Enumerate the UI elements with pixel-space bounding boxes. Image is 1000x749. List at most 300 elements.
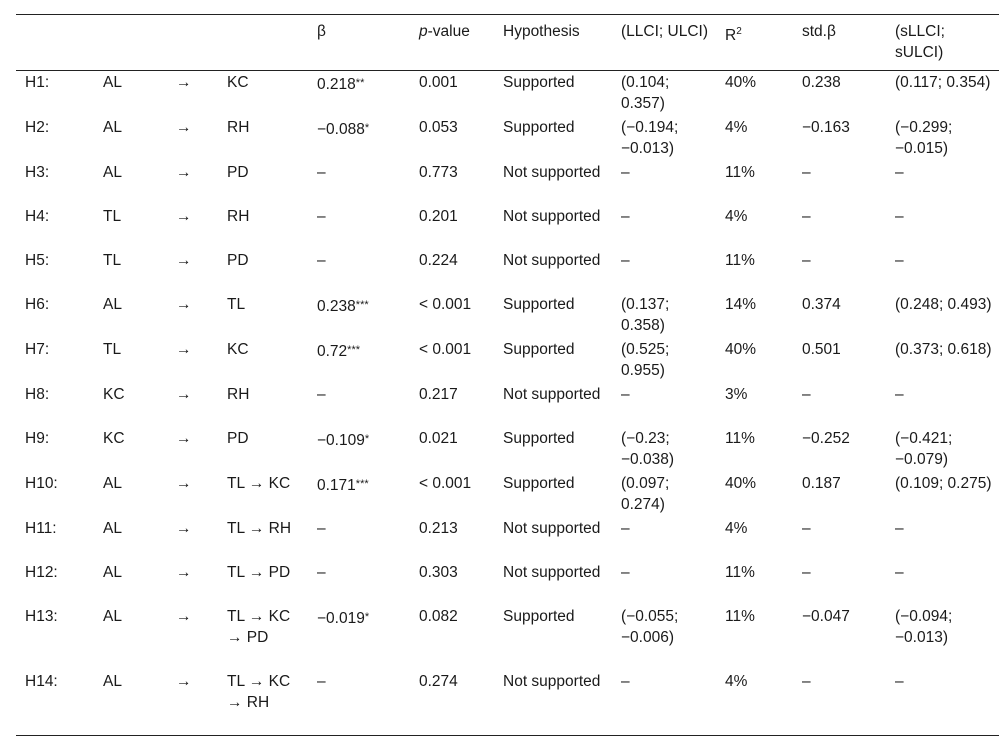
row-r2 [716, 472, 793, 517]
row-beta-text: – [317, 564, 326, 581]
row-from-text: AL [103, 673, 122, 690]
hypothesis-results-table [16, 14, 999, 736]
row-id [16, 561, 94, 605]
row-sci-text: – [895, 208, 904, 225]
row-to [218, 293, 308, 338]
row-to [218, 670, 308, 736]
row-ci [612, 383, 716, 427]
row-from-text: AL [103, 74, 122, 91]
row-ci-text: – [621, 208, 630, 225]
row-hypothesis-text: Supported [503, 475, 575, 492]
significance-stars: *** [347, 344, 361, 356]
row-ci-text: (0.137; 0.358) [621, 296, 670, 334]
row-arrow-icon [167, 517, 218, 561]
row-hypothesis-text: Not supported [503, 164, 601, 181]
row-id-text: H13: [25, 608, 58, 625]
row-sci [886, 605, 999, 670]
row-pvalue [410, 161, 494, 205]
row-id [16, 116, 94, 161]
row-std-beta-text: – [802, 164, 811, 181]
table-row [16, 205, 999, 249]
row-r2 [716, 670, 793, 736]
table-row [16, 517, 999, 561]
row-sci-text: (0.117; 0.354) [895, 74, 991, 91]
row-hypothesis-text: Supported [503, 608, 575, 625]
row-from-text: AL [103, 475, 122, 492]
row-hypothesis [494, 472, 612, 517]
row-sci [886, 472, 999, 517]
row-arrow-icon [167, 670, 218, 736]
row-pvalue [410, 249, 494, 293]
row-beta-text: 0.171 [317, 477, 356, 494]
header-pvalue-rest: -value [427, 23, 470, 40]
row-ci [612, 71, 716, 117]
row-pvalue [410, 71, 494, 117]
row-hypothesis [494, 161, 612, 205]
row-from [94, 205, 167, 249]
hypothesis-table-container [16, 14, 999, 736]
row-r2-text: 3% [725, 386, 748, 403]
row-std-beta [793, 71, 886, 117]
header-r2-sup: 2 [736, 26, 742, 37]
row-r2-text: 4% [725, 520, 748, 537]
row-std-beta [793, 561, 886, 605]
row-arrow-icon-text: → [176, 673, 192, 690]
row-r2-text: 11% [725, 564, 755, 581]
row-beta [308, 205, 410, 249]
row-hypothesis [494, 670, 612, 736]
row-hypothesis [494, 249, 612, 293]
row-beta [308, 249, 410, 293]
row-std-beta [793, 116, 886, 161]
row-from [94, 249, 167, 293]
row-ci-text: – [621, 386, 630, 403]
table-row [16, 161, 999, 205]
row-from-text: TL [103, 252, 122, 269]
header-from [94, 15, 167, 71]
row-id-text: H12: [25, 564, 58, 581]
row-beta-text: 0.72 [317, 343, 348, 360]
row-r2 [716, 517, 793, 561]
table-row [16, 116, 999, 161]
row-r2 [716, 561, 793, 605]
row-ci [612, 338, 716, 383]
row-r2 [716, 338, 793, 383]
row-std-beta-text: −0.047 [802, 608, 850, 625]
row-to-text: TL → PD [227, 564, 291, 581]
row-hypothesis [494, 383, 612, 427]
row-beta-text: – [317, 164, 326, 181]
row-to [218, 517, 308, 561]
row-id-text: H14: [25, 673, 58, 690]
row-hypothesis [494, 71, 612, 117]
row-arrow-icon [167, 383, 218, 427]
row-from [94, 383, 167, 427]
row-from-text: KC [103, 430, 125, 447]
row-pvalue-text: < 0.001 [419, 475, 472, 492]
row-ci [612, 517, 716, 561]
row-hypothesis [494, 338, 612, 383]
header-id [16, 15, 94, 71]
row-std-beta [793, 205, 886, 249]
row-sci [886, 116, 999, 161]
row-from [94, 517, 167, 561]
row-arrow-icon [167, 249, 218, 293]
row-to [218, 605, 308, 670]
significance-stars: ** [355, 77, 365, 89]
row-arrow-icon [167, 561, 218, 605]
row-sci-text: – [895, 386, 904, 403]
row-pvalue [410, 293, 494, 338]
row-ci [612, 161, 716, 205]
row-from-text: AL [103, 608, 122, 625]
significance-stars: *** [355, 478, 369, 490]
row-sci [886, 293, 999, 338]
row-hypothesis [494, 293, 612, 338]
row-r2-text: 14% [725, 296, 757, 313]
row-to [218, 383, 308, 427]
row-std-beta-text: 0.501 [802, 341, 841, 358]
row-r2-text: 4% [725, 673, 748, 690]
row-r2-text: 40% [725, 475, 757, 492]
row-pvalue-text: 0.217 [419, 386, 458, 403]
header-pvalue [410, 15, 494, 71]
row-id [16, 338, 94, 383]
row-to-text: PD [227, 164, 249, 181]
row-std-beta-text: – [802, 673, 811, 690]
row-std-beta-text: −0.163 [802, 119, 850, 136]
row-id-text: H7: [25, 341, 50, 358]
row-sci [886, 205, 999, 249]
row-id-text: H4: [25, 208, 50, 225]
row-id-text: H11: [25, 520, 57, 537]
row-id [16, 249, 94, 293]
row-id [16, 293, 94, 338]
row-ci-text: (−0.23; −0.038) [621, 430, 675, 468]
row-ci [612, 605, 716, 670]
row-id [16, 670, 94, 736]
row-arrow-icon-text: → [176, 608, 192, 625]
row-ci-text: (−0.194; −0.013) [621, 119, 679, 157]
row-to-text: TL → KC → PD [227, 608, 291, 646]
row-beta-text: −0.019 [317, 610, 365, 627]
table-row [16, 472, 999, 517]
row-arrow-icon-text: → [176, 564, 192, 581]
row-sci-text: – [895, 564, 904, 581]
row-ci [612, 205, 716, 249]
row-id [16, 71, 94, 117]
row-id [16, 605, 94, 670]
row-hypothesis [494, 427, 612, 472]
row-id [16, 472, 94, 517]
row-arrow-icon-text: → [176, 386, 192, 403]
row-beta-text: – [317, 520, 326, 537]
row-pvalue-text: 0.201 [419, 208, 458, 225]
row-beta [308, 338, 410, 383]
header-hypothesis: Hypothesis [503, 23, 580, 40]
row-arrow-icon [167, 205, 218, 249]
row-id-text: H1: [25, 74, 50, 91]
row-hypothesis-text: Supported [503, 119, 575, 136]
row-hypothesis [494, 561, 612, 605]
row-sci-text: (−0.299; −0.015) [895, 119, 953, 157]
row-hypothesis-text: Supported [503, 74, 575, 91]
row-pvalue-text: 0.082 [419, 608, 458, 625]
row-to [218, 472, 308, 517]
row-r2-text: 4% [725, 208, 748, 225]
row-pvalue-text: 0.224 [419, 252, 458, 269]
row-std-beta [793, 293, 886, 338]
row-pvalue-text: < 0.001 [419, 341, 472, 358]
row-from-text: AL [103, 564, 122, 581]
row-id-text: H9: [25, 430, 50, 447]
row-to [218, 116, 308, 161]
row-sci [886, 517, 999, 561]
row-std-beta [793, 249, 886, 293]
row-std-beta [793, 670, 886, 736]
row-ci [612, 293, 716, 338]
row-hypothesis-text: Not supported [503, 520, 601, 537]
table-row [16, 71, 999, 117]
row-pvalue [410, 472, 494, 517]
row-to [218, 561, 308, 605]
row-from-text: TL [103, 208, 122, 225]
header-llci-ulci: (LLCI; ULCI) [621, 23, 708, 40]
row-beta-text: – [317, 386, 326, 403]
row-ci-text: (−0.055; −0.006) [621, 608, 679, 646]
row-from-text: AL [103, 164, 122, 181]
row-sci-text: (−0.094; −0.013) [895, 608, 953, 646]
row-sci [886, 249, 999, 293]
row-r2 [716, 249, 793, 293]
row-sci [886, 71, 999, 117]
row-beta [308, 383, 410, 427]
row-std-beta [793, 338, 886, 383]
row-sci [886, 383, 999, 427]
row-hypothesis-text: Not supported [503, 564, 601, 581]
row-to-text: PD [227, 252, 249, 269]
row-ci-text: – [621, 673, 630, 690]
row-beta [308, 293, 410, 338]
row-id-text: H8: [25, 386, 50, 403]
row-pvalue-text: 0.053 [419, 119, 458, 136]
row-sci-text: (−0.421; −0.079) [895, 430, 953, 468]
row-pvalue [410, 205, 494, 249]
row-hypothesis [494, 116, 612, 161]
row-beta [308, 670, 410, 736]
row-beta-text: 0.238 [317, 298, 356, 315]
row-hypothesis-text: Not supported [503, 386, 601, 403]
header-sllci-sulci: (sLLCI; sULCI) [895, 23, 945, 61]
row-to [218, 338, 308, 383]
row-arrow-icon [167, 161, 218, 205]
row-beta [308, 561, 410, 605]
row-beta [308, 116, 410, 161]
row-hypothesis [494, 205, 612, 249]
table-row [16, 561, 999, 605]
row-sci-text: – [895, 520, 904, 537]
row-sci-text: (0.248; 0.493) [895, 296, 992, 313]
row-pvalue-text: 0.773 [419, 164, 458, 181]
row-id-text: H6: [25, 296, 50, 313]
row-arrow-icon [167, 293, 218, 338]
header-pvalue-italic: p [419, 23, 428, 40]
row-to [218, 205, 308, 249]
header-arrow [167, 15, 218, 71]
row-id-text: H3: [25, 164, 50, 181]
row-arrow-icon-text: → [176, 296, 192, 313]
row-hypothesis-text: Not supported [503, 208, 601, 225]
row-arrow-icon [167, 472, 218, 517]
table-row [16, 338, 999, 383]
row-to-text: TL [227, 296, 246, 313]
row-to [218, 427, 308, 472]
row-r2 [716, 205, 793, 249]
row-beta [308, 71, 410, 117]
row-id [16, 517, 94, 561]
row-from [94, 161, 167, 205]
significance-stars: * [364, 611, 370, 623]
row-arrow-icon [167, 116, 218, 161]
row-to [218, 71, 308, 117]
row-from [94, 427, 167, 472]
row-ci-text: (0.104; 0.357) [621, 74, 670, 112]
table-row [16, 605, 999, 670]
row-to-text: RH [227, 119, 250, 136]
row-pvalue [410, 605, 494, 670]
row-to [218, 249, 308, 293]
row-r2 [716, 605, 793, 670]
row-from-text: AL [103, 520, 122, 537]
row-from [94, 338, 167, 383]
header-to [218, 15, 308, 71]
row-pvalue-text: < 0.001 [419, 296, 472, 313]
row-to-text: KC [227, 341, 249, 358]
row-std-beta-text: – [802, 252, 811, 269]
row-from [94, 293, 167, 338]
row-beta [308, 605, 410, 670]
row-ci-text: – [621, 252, 630, 269]
row-sci [886, 427, 999, 472]
row-from [94, 561, 167, 605]
row-r2 [716, 161, 793, 205]
row-pvalue-text: 0.213 [419, 520, 458, 537]
row-arrow-icon-text: → [176, 164, 192, 181]
header-r2 [716, 15, 793, 71]
row-sci-text: (0.373; 0.618) [895, 341, 992, 358]
row-to-text: RH [227, 386, 250, 403]
row-pvalue-text: 0.303 [419, 564, 458, 581]
row-arrow-icon [167, 427, 218, 472]
header-beta: β [317, 23, 326, 40]
row-std-beta-text: 0.238 [802, 74, 841, 91]
row-beta [308, 427, 410, 472]
row-sci [886, 670, 999, 736]
row-ci [612, 472, 716, 517]
row-r2-text: 40% [725, 74, 757, 91]
row-std-beta-text: 0.187 [802, 475, 841, 492]
row-hypothesis-text: Supported [503, 296, 575, 313]
row-from [94, 116, 167, 161]
row-sci [886, 161, 999, 205]
row-hypothesis-text: Supported [503, 430, 575, 447]
row-sci [886, 338, 999, 383]
row-ci [612, 427, 716, 472]
row-id-text: H2: [25, 119, 50, 136]
row-pvalue [410, 383, 494, 427]
row-r2 [716, 427, 793, 472]
row-std-beta-text: – [802, 564, 811, 581]
row-id [16, 161, 94, 205]
row-to-text: TL → KC → RH [227, 673, 291, 711]
row-from [94, 71, 167, 117]
row-r2-text: 4% [725, 119, 748, 136]
row-r2 [716, 293, 793, 338]
row-beta-text: −0.088 [317, 121, 365, 138]
row-std-beta-text: – [802, 386, 811, 403]
row-beta [308, 161, 410, 205]
row-beta [308, 472, 410, 517]
row-std-beta [793, 161, 886, 205]
row-hypothesis [494, 517, 612, 561]
row-from [94, 472, 167, 517]
header-std-beta: std.β [802, 23, 836, 40]
row-ci-text: – [621, 164, 630, 181]
row-id [16, 383, 94, 427]
row-ci-text: – [621, 564, 630, 581]
row-arrow-icon-text: → [176, 520, 192, 537]
row-arrow-icon-text: → [176, 119, 192, 136]
row-arrow-icon [167, 605, 218, 670]
significance-stars: * [364, 433, 370, 445]
table-row [16, 383, 999, 427]
row-hypothesis-text: Not supported [503, 252, 601, 269]
row-id-text: H10: [25, 475, 58, 492]
row-from-text: KC [103, 386, 125, 403]
row-ci [612, 249, 716, 293]
row-arrow-icon-text: → [176, 430, 192, 447]
row-pvalue-text: 0.021 [419, 430, 458, 447]
row-from-text: TL [103, 341, 122, 358]
row-ci-text: – [621, 520, 630, 537]
row-id [16, 427, 94, 472]
row-from-text: AL [103, 119, 122, 136]
row-std-beta-text: – [802, 208, 811, 225]
row-hypothesis [494, 605, 612, 670]
row-r2 [716, 116, 793, 161]
row-beta-text: −0.109 [317, 432, 365, 449]
row-std-beta-text: – [802, 520, 811, 537]
row-pvalue-text: 0.274 [419, 673, 458, 690]
row-ci [612, 561, 716, 605]
table-row [16, 427, 999, 472]
row-to-text: RH [227, 208, 250, 225]
row-sci-text: (0.109; 0.275) [895, 475, 992, 492]
row-sci [886, 561, 999, 605]
row-pvalue [410, 338, 494, 383]
significance-stars: * [364, 122, 370, 134]
row-beta-text: – [317, 252, 326, 269]
row-to [218, 161, 308, 205]
row-r2-text: 40% [725, 341, 757, 358]
row-ci-text: (0.525; 0.955) [621, 341, 670, 379]
table-body [16, 71, 999, 736]
row-from [94, 605, 167, 670]
row-arrow-icon-text: → [176, 252, 192, 269]
row-sci-text: – [895, 252, 904, 269]
row-arrow-icon-text: → [176, 208, 192, 225]
row-r2-text: 11% [725, 430, 755, 447]
